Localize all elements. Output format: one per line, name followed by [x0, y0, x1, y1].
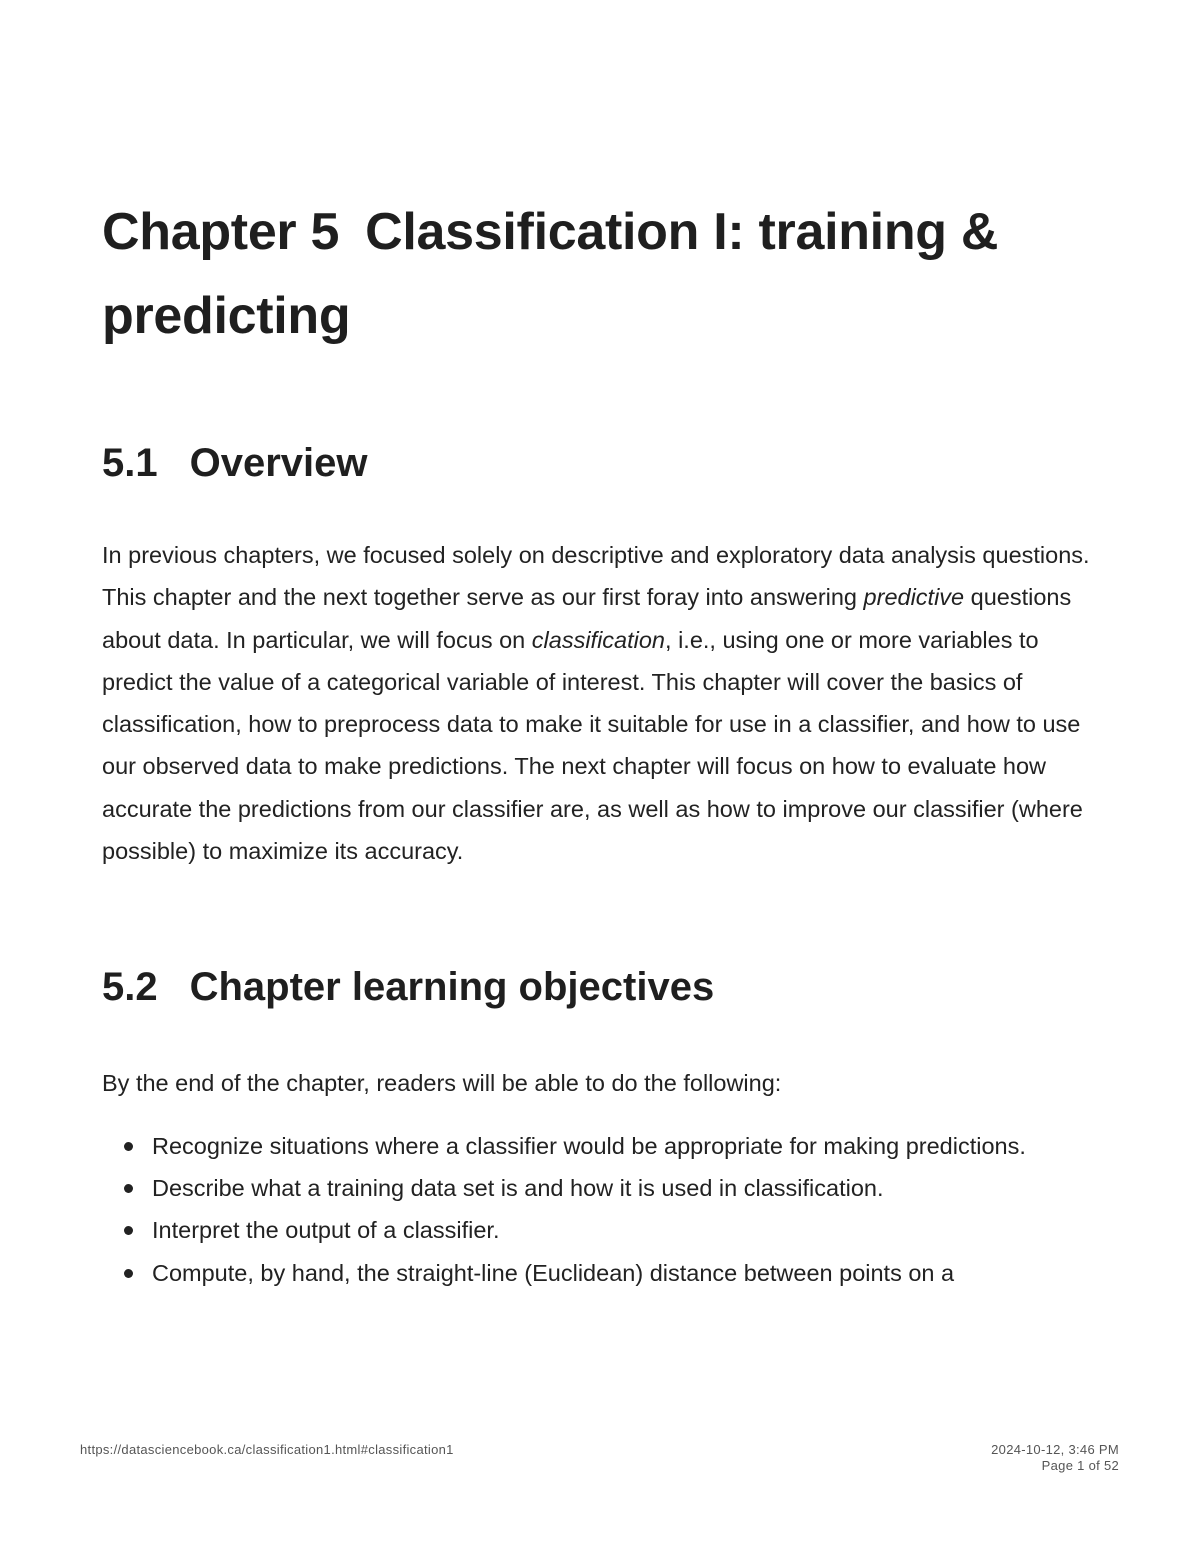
- section-number: 5.1: [102, 441, 158, 485]
- footer-meta: [991, 1442, 1119, 1474]
- list-item: [152, 1252, 1102, 1294]
- paragraph-text: , i.e., using one or more variables to predict the value of a categorical variable of interest. This chapter will cover the basics of classification, how to preprocess data to make it suitable for use in a classifier, and how to use our observed data to make predictions. The next chapter will focus on how to evaluate how accurate the predictions from our classifier are, as well as how to improve our classifier (where possible) to maximize its accuracy.: [102, 626, 1083, 865]
- chapter-number: Chapter 5: [102, 203, 340, 261]
- section-title: Chapter learning objectives: [189, 965, 715, 1010]
- objectives-intro: By the end of the chapter, readers will be able to do the following:: [102, 1070, 782, 1097]
- page-content: [102, 190, 1102, 1294]
- list-item-text: Recognize situations where a classifier would be appropriate for making predictions.: [152, 1132, 1026, 1159]
- chapter-title-text: Classification I: training & predicting: [102, 203, 999, 345]
- emphasis-classification: classification: [531, 626, 666, 653]
- paragraph-text: questions about data. In particular, we will focus on: [102, 584, 1072, 653]
- bullet-icon: [124, 1226, 133, 1235]
- list-item: [152, 1167, 1102, 1209]
- bullet-icon: [124, 1142, 133, 1151]
- section-heading-overview: [102, 438, 1102, 488]
- footer-url[interactable]: https://datasciencebook.ca/classification1.html#classification1: [80, 1442, 454, 1457]
- list-item-text: Interpret the output of a classifier.: [152, 1217, 500, 1244]
- chapter-title: [102, 190, 1102, 358]
- section-title: Overview: [189, 441, 368, 485]
- overview-paragraph: [102, 534, 1102, 872]
- footer-timestamp: 2024-10-12, 3:46 PM: [991, 1442, 1119, 1457]
- section-number: 5.2: [102, 965, 158, 1010]
- objectives-list: [102, 1125, 1102, 1294]
- footer-page-number: Page 1 of 52: [1041, 1458, 1119, 1473]
- list-item: [152, 1209, 1102, 1251]
- section-heading-objectives: [102, 962, 1102, 1012]
- bullet-icon: [124, 1269, 133, 1278]
- list-item-text: Compute, by hand, the straight-line (Euclidean) distance between points on a: [152, 1259, 955, 1286]
- list-item: [152, 1125, 1102, 1167]
- emphasis-predictive: predictive: [863, 584, 965, 611]
- paragraph-text: In previous chapters, we focused solely on descriptive and exploratory data analysis questions. This chapter and the next together serve as our first foray into answering: [102, 542, 1090, 611]
- list-item-text: Describe what a training data set is and how it is used in classification.: [152, 1174, 884, 1201]
- bullet-icon: [124, 1184, 133, 1193]
